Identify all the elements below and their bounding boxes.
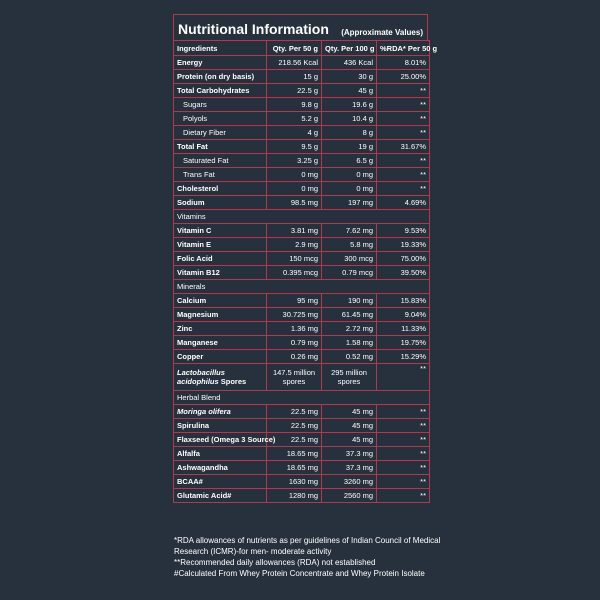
qty-per-50g: 22.5 g bbox=[267, 84, 322, 98]
qty-per-50g: 1.36 mg bbox=[267, 322, 322, 336]
table-row bbox=[174, 140, 430, 154]
qty-per-50g: 9.5 g bbox=[267, 140, 322, 154]
table-row bbox=[174, 224, 430, 238]
rda-per-50g: ** bbox=[377, 489, 430, 503]
rda-per-50g: ** bbox=[377, 461, 430, 475]
ingredient-name: Sugars bbox=[174, 98, 267, 112]
table-row bbox=[174, 461, 430, 475]
qty-per-100g: 7.62 mg bbox=[322, 224, 377, 238]
ingredient-name: Copper bbox=[174, 350, 267, 364]
rda-per-50g: 8.01% bbox=[377, 56, 430, 70]
qty-per-100g: 19 g bbox=[322, 140, 377, 154]
table-row bbox=[174, 266, 430, 280]
ingredient-name: BCAA# bbox=[174, 475, 267, 489]
ingredient-name: Saturated Fat bbox=[174, 154, 267, 168]
qty-per-50g: 3.81 mg bbox=[267, 224, 322, 238]
table-row bbox=[174, 196, 430, 210]
footnotes bbox=[174, 535, 464, 579]
qty-per-100g: 0 mg bbox=[322, 168, 377, 182]
qty-per-50g: 15 g bbox=[267, 70, 322, 84]
qty-per-100g: 0.79 mcg bbox=[322, 266, 377, 280]
ingredient-name: Sodium bbox=[174, 196, 267, 210]
rda-per-50g: ** bbox=[377, 154, 430, 168]
qty-per-100g: 45 mg bbox=[322, 405, 377, 419]
qty-per-100g: 10.4 g bbox=[322, 112, 377, 126]
rda-per-50g: 9.53% bbox=[377, 224, 430, 238]
qty-per-100g: 2560 mg bbox=[322, 489, 377, 503]
ingredient-name: Vitamin B12 bbox=[174, 266, 267, 280]
ingredient-name: Ashwagandha bbox=[174, 461, 267, 475]
table-row bbox=[174, 112, 430, 126]
qty-per-50g: 147.5 million spores bbox=[267, 364, 322, 391]
rda-per-50g: 15.83% bbox=[377, 294, 430, 308]
ingredient-name: Magnesium bbox=[174, 308, 267, 322]
ingredient-name: Flaxseed (Omega 3 Source) bbox=[174, 433, 267, 447]
qty-per-50g: 1630 mg bbox=[267, 475, 322, 489]
rda-per-50g: ** bbox=[377, 405, 430, 419]
ingredient-name: Energy bbox=[174, 56, 267, 70]
rda-per-50g: ** bbox=[377, 447, 430, 461]
qty-per-100g: 295 million spores bbox=[322, 364, 377, 391]
ingredient-name-italic: Lactobacillus acidophilus bbox=[177, 368, 225, 386]
section-row bbox=[174, 280, 430, 294]
table-row bbox=[174, 182, 430, 196]
qty-per-100g: 0.52 mg bbox=[322, 350, 377, 364]
section-label: Minerals bbox=[174, 280, 430, 294]
rda-per-50g: ** bbox=[377, 182, 430, 196]
ingredient-name: Total Fat bbox=[174, 140, 267, 154]
rda-per-50g: ** bbox=[377, 364, 430, 391]
rda-per-50g: 15.29% bbox=[377, 350, 430, 364]
qty-per-100g: 5.8 mg bbox=[322, 238, 377, 252]
footnote-calculated: #Calculated From Whey Protein Concentrate and Whey Protein Isolate bbox=[174, 569, 425, 578]
qty-per-100g: 1.58 mg bbox=[322, 336, 377, 350]
section-label: Herbal Blend bbox=[174, 391, 430, 405]
qty-per-50g: 150 mcg bbox=[267, 252, 322, 266]
rda-per-50g: 39.50% bbox=[377, 266, 430, 280]
ingredient-name: Total Carbohydrates bbox=[174, 84, 267, 98]
qty-per-50g: 22.5 mg bbox=[267, 419, 322, 433]
table-row bbox=[174, 126, 430, 140]
qty-per-100g: 45 mg bbox=[322, 433, 377, 447]
qty-per-100g: 37.3 mg bbox=[322, 461, 377, 475]
qty-per-50g: 22.5 mg bbox=[267, 433, 322, 447]
qty-per-50g: 0.395 mcg bbox=[267, 266, 322, 280]
table-row bbox=[174, 447, 430, 461]
panel-subtitle: (Approximate Values) bbox=[341, 28, 423, 37]
qty-per-50g: 18.65 mg bbox=[267, 461, 322, 475]
ingredient-name: Moringa olifera bbox=[174, 405, 267, 419]
table-row bbox=[174, 56, 430, 70]
rda-per-50g: 9.04% bbox=[377, 308, 430, 322]
title-row bbox=[173, 14, 428, 40]
header-qty-100: Qty. Per 100 g bbox=[322, 41, 377, 56]
table-row bbox=[174, 84, 430, 98]
ingredient-name bbox=[174, 364, 267, 391]
rda-per-50g: 19.75% bbox=[377, 336, 430, 350]
qty-per-50g: 4 g bbox=[267, 126, 322, 140]
ingredient-name: Alfalfa bbox=[174, 447, 267, 461]
qty-per-50g: 98.5 mg bbox=[267, 196, 322, 210]
qty-per-100g: 197 mg bbox=[322, 196, 377, 210]
table-row bbox=[174, 433, 430, 447]
rda-per-50g: ** bbox=[377, 126, 430, 140]
table-row bbox=[174, 308, 430, 322]
qty-per-100g: 61.45 mg bbox=[322, 308, 377, 322]
rda-per-50g: 11.33% bbox=[377, 322, 430, 336]
qty-per-50g: 0.26 mg bbox=[267, 350, 322, 364]
nutrition-panel bbox=[173, 14, 438, 503]
ingredient-name: Vitamin E bbox=[174, 238, 267, 252]
table-row bbox=[174, 489, 430, 503]
qty-per-100g: 8 g bbox=[322, 126, 377, 140]
panel-title: Nutritional Information bbox=[178, 21, 329, 37]
table-row bbox=[174, 475, 430, 489]
ingredient-name: Trans Fat bbox=[174, 168, 267, 182]
table-row bbox=[174, 238, 430, 252]
qty-per-100g: 2.72 mg bbox=[322, 322, 377, 336]
rda-per-50g: 31.67% bbox=[377, 140, 430, 154]
ingredient-name: Folic Acid bbox=[174, 252, 267, 266]
table-row bbox=[174, 252, 430, 266]
rda-per-50g: 19.33% bbox=[377, 238, 430, 252]
rda-per-50g: 75.00% bbox=[377, 252, 430, 266]
qty-per-50g: 22.5 mg bbox=[267, 405, 322, 419]
qty-per-50g: 9.8 g bbox=[267, 98, 322, 112]
rda-per-50g: ** bbox=[377, 84, 430, 98]
ingredient-name: Manganese bbox=[174, 336, 267, 350]
ingredient-name: Spirulina bbox=[174, 419, 267, 433]
qty-per-100g: 45 mg bbox=[322, 419, 377, 433]
rda-per-50g: 4.69% bbox=[377, 196, 430, 210]
table-row bbox=[174, 70, 430, 84]
table-row bbox=[174, 350, 430, 364]
rda-per-50g: ** bbox=[377, 419, 430, 433]
qty-per-100g: 45 g bbox=[322, 84, 377, 98]
ingredient-name: Polyols bbox=[174, 112, 267, 126]
qty-per-50g: 0.79 mg bbox=[267, 336, 322, 350]
table-row bbox=[174, 419, 430, 433]
qty-per-50g: 1280 mg bbox=[267, 489, 322, 503]
qty-per-50g: 30.725 mg bbox=[267, 308, 322, 322]
header-qty-50: Qty. Per 50 g bbox=[267, 41, 322, 56]
qty-per-50g: 218.56 Kcal bbox=[267, 56, 322, 70]
table-row bbox=[174, 405, 430, 419]
ingredient-name: Calcium bbox=[174, 294, 267, 308]
table-row bbox=[174, 98, 430, 112]
header-rda: %RDA* Per 50 g bbox=[377, 41, 430, 56]
section-row bbox=[174, 210, 430, 224]
qty-per-100g: 37.3 mg bbox=[322, 447, 377, 461]
qty-per-100g: 190 mg bbox=[322, 294, 377, 308]
qty-per-50g: 0 mg bbox=[267, 168, 322, 182]
qty-per-50g: 95 mg bbox=[267, 294, 322, 308]
ingredient-name-suffix: Spores bbox=[220, 377, 247, 386]
qty-per-50g: 0 mg bbox=[267, 182, 322, 196]
rda-per-50g: ** bbox=[377, 433, 430, 447]
rda-per-50g: ** bbox=[377, 98, 430, 112]
qty-per-100g: 19.6 g bbox=[322, 98, 377, 112]
ingredient-name: Vitamin C bbox=[174, 224, 267, 238]
ingredient-name: Cholesterol bbox=[174, 182, 267, 196]
qty-per-50g: 18.65 mg bbox=[267, 447, 322, 461]
qty-per-100g: 30 g bbox=[322, 70, 377, 84]
qty-per-100g: 300 mcg bbox=[322, 252, 377, 266]
rda-per-50g: 25.00% bbox=[377, 70, 430, 84]
table-row bbox=[174, 336, 430, 350]
footnote-not-established: **Recommended daily allowances (RDA) not established bbox=[174, 558, 376, 567]
rda-per-50g: ** bbox=[377, 112, 430, 126]
ingredient-name: Protein (on dry basis) bbox=[174, 70, 267, 84]
table-row bbox=[174, 154, 430, 168]
header-ingredients: Ingredients bbox=[174, 41, 267, 56]
footnote-rda: *RDA allowances of nutrients as per guidelines of Indian Council of Medical Research (ICMR)-for men- moderate activity bbox=[174, 536, 441, 556]
table-header-row bbox=[174, 41, 430, 56]
qty-per-50g: 5.2 g bbox=[267, 112, 322, 126]
table-row bbox=[174, 168, 430, 182]
qty-per-50g: 2.9 mg bbox=[267, 238, 322, 252]
ingredient-name: Zinc bbox=[174, 322, 267, 336]
ingredient-name: Dietary Fiber bbox=[174, 126, 267, 140]
rda-per-50g: ** bbox=[377, 168, 430, 182]
ingredient-name: Glutamic Acid# bbox=[174, 489, 267, 503]
nutrition-table bbox=[173, 40, 438, 503]
rda-per-50g: ** bbox=[377, 475, 430, 489]
table-row bbox=[174, 322, 430, 336]
qty-per-50g: 3.25 g bbox=[267, 154, 322, 168]
section-label: Vitamins bbox=[174, 210, 430, 224]
qty-per-100g: 3260 mg bbox=[322, 475, 377, 489]
qty-per-100g: 436 Kcal bbox=[322, 56, 377, 70]
table-row bbox=[174, 294, 430, 308]
table-row bbox=[174, 364, 430, 391]
qty-per-100g: 0 mg bbox=[322, 182, 377, 196]
section-row bbox=[174, 391, 430, 405]
qty-per-100g: 6.5 g bbox=[322, 154, 377, 168]
